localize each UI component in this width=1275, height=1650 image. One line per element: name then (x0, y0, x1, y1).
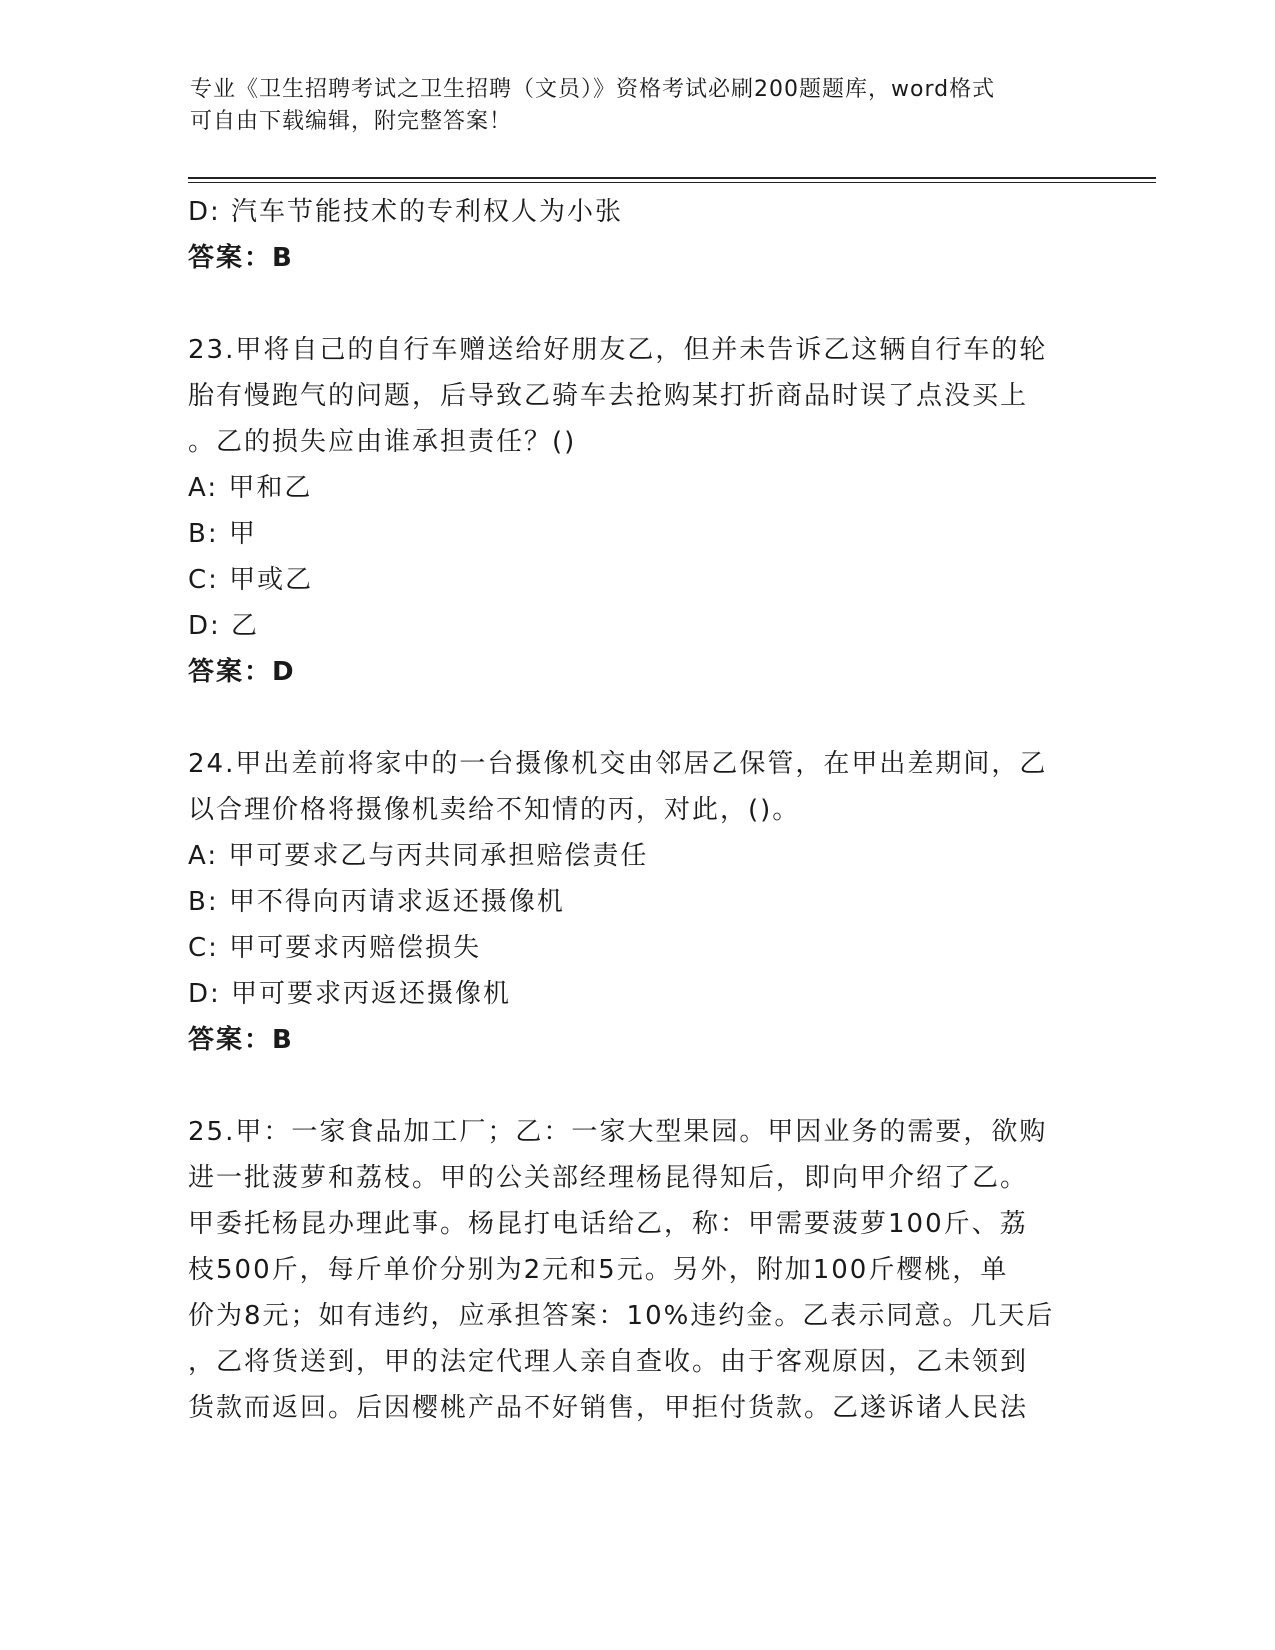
spacer (188, 281, 1083, 327)
q24-option-d: D: 甲可要求丙返还摄像机 (188, 979, 512, 1009)
q24-option-b: B: 甲不得向丙请求返还摄像机 (188, 887, 565, 917)
q23-answer: 答案：D (188, 657, 296, 687)
q25-text-line-1: 25.甲：一家食品加工厂；乙：一家大型果园。甲因业务的需要，欲购 (188, 1117, 1048, 1147)
header-divider-thin (188, 182, 1156, 183)
header-line-1: 专业《卫生招聘考试之卫生招聘（文员）》资格考试必刷200题题库，word格式 (190, 77, 996, 102)
q25-text-line-7: 货款而返回。后因樱桃产品不好销售，甲拒付货款。乙遂诉诸人民法 (188, 1393, 1029, 1423)
q25-text-line-4: 枝500斤，每斤单价分别为2元和5元。另外，附加100斤樱桃，单 (188, 1255, 1009, 1285)
prev-option-d: D: 汽车节能技术的专利权人为小张 (188, 197, 624, 227)
q25-text-line-2: 进一批菠萝和荔枝。甲的公关部经理杨昆得知后，即向甲介绍了乙。 (188, 1163, 1029, 1193)
spacer (188, 1063, 1083, 1109)
q23-option-a: A: 甲和乙 (188, 473, 313, 503)
q25-text-line-3: 甲委托杨昆办理此事。杨昆打电话给乙，称：甲需要菠萝100斤、荔 (188, 1209, 1028, 1239)
q24-option-c: C: 甲可要求丙赔偿损失 (188, 933, 482, 963)
page-header (190, 74, 1070, 138)
q23-option-d: D: 乙 (188, 611, 260, 641)
q24-text-line-1: 24.甲出差前将家中的一台摄像机交由邻居乙保管，在甲出差期间，乙 (188, 749, 1048, 779)
q23-text-line-3: 。乙的损失应由谁承担责任？() (188, 427, 577, 457)
header-line-2: 可自由下载编辑，附完整答案！ (190, 109, 513, 134)
q25-text-line-6: ，乙将货送到，甲的法定代理人亲自查收。由于客观原因，乙未领到 (188, 1347, 1029, 1377)
prev-answer: 答案：B (188, 243, 294, 273)
q24-text-line-2: 以合理价格将摄像机卖给不知情的丙，对此，()。 (188, 795, 801, 825)
q23-text-line-1: 23.甲将自己的自行车赠送给好朋友乙，但并未告诉乙这辆自行车的轮 (188, 335, 1048, 365)
q23-option-c: C: 甲或乙 (188, 565, 314, 595)
q25-text-line-5: 价为8元；如有违约，应承担答案：10%违约金。乙表示同意。几天后 (188, 1301, 1055, 1331)
spacer (188, 695, 1083, 741)
q24-option-a: A: 甲可要求乙与丙共同承担赔偿责任 (188, 841, 649, 871)
header-divider (188, 177, 1156, 179)
q24-answer: 答案：B (188, 1025, 294, 1055)
q23-text-line-2: 胎有慢跑气的问题，后导致乙骑车去抢购某打折商品时误了点没买上 (188, 381, 1029, 411)
question-content (188, 189, 1083, 1431)
q23-option-b: B: 甲 (188, 519, 257, 549)
